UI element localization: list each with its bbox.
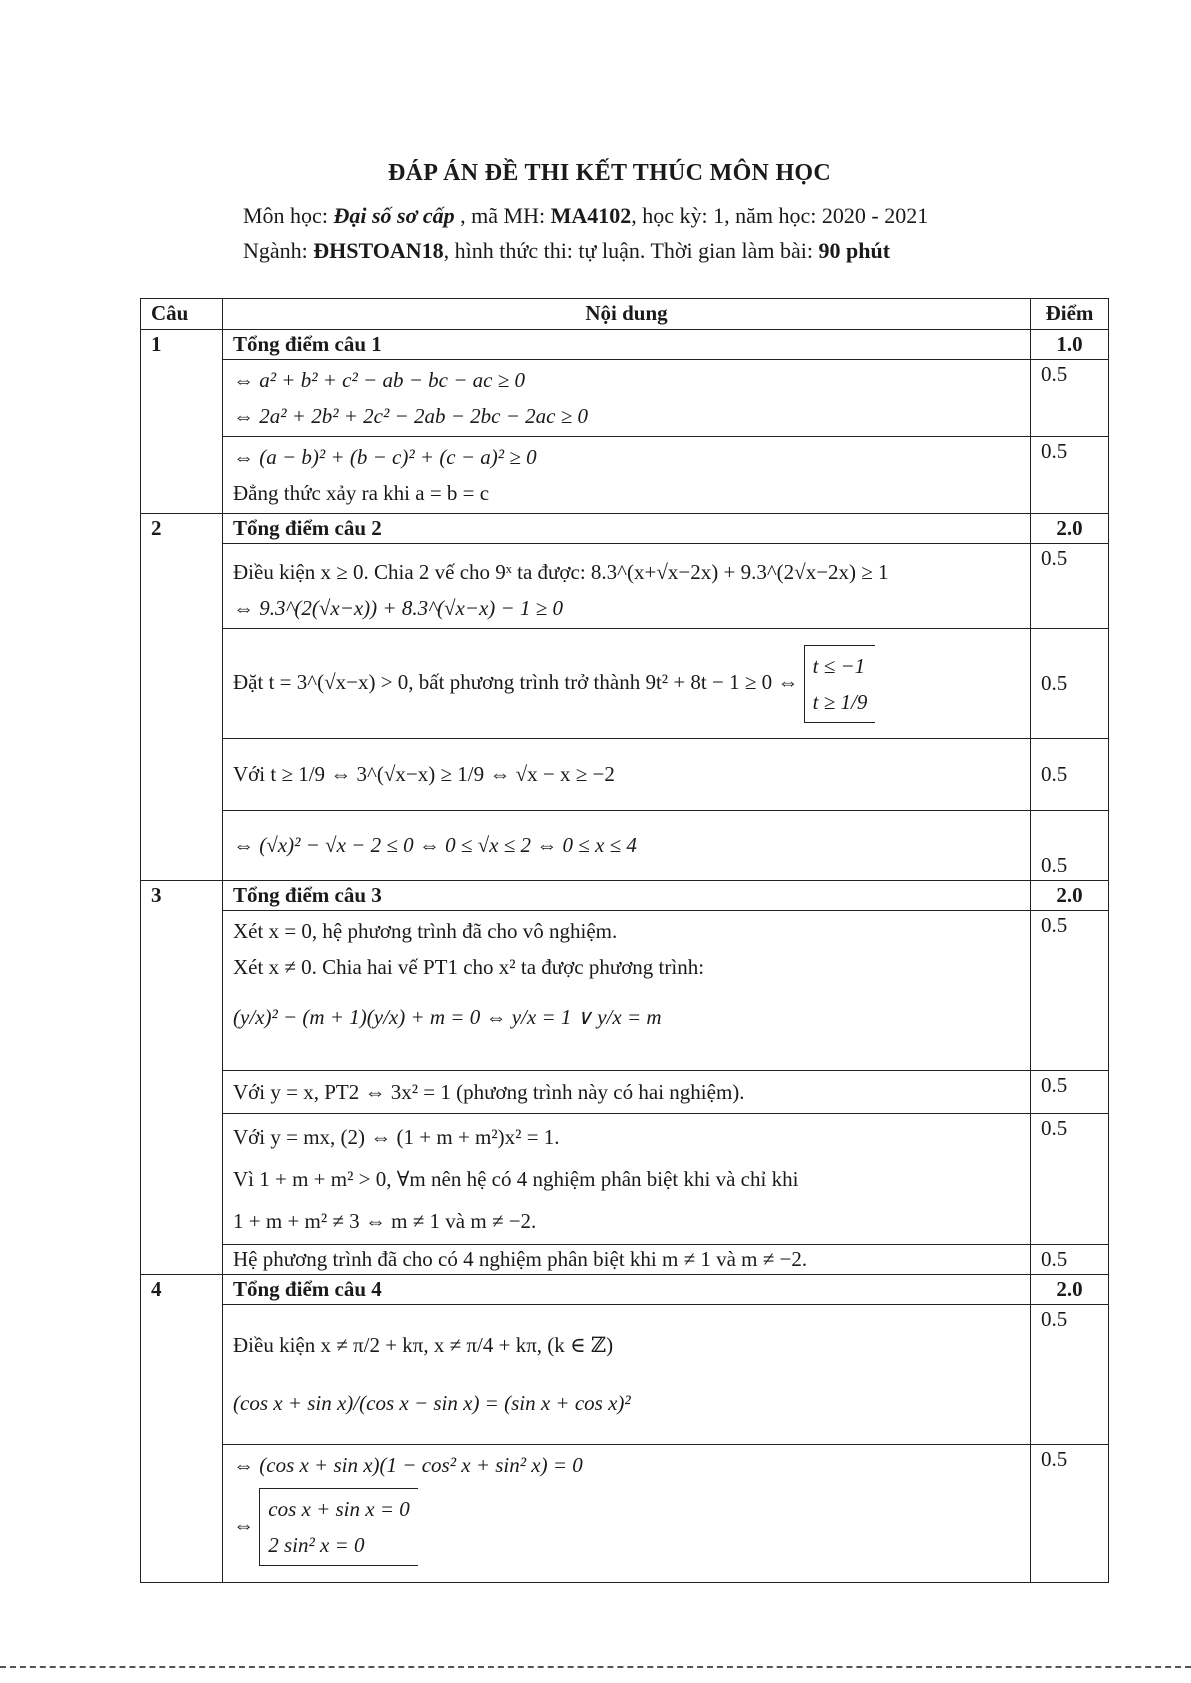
answer-table — [140, 298, 1109, 1583]
q3-total-points: 2.0 — [1031, 881, 1109, 911]
q2-step-4: ⇔ (√x)² − √x − 2 ≤ 0 ⇔ 0 ≤ √x ≤ 2 ⇔ 0 ≤ x ≤ 4 — [223, 811, 1031, 881]
page-bottom-divider — [0, 1666, 1191, 1668]
q3-number: 3 — [141, 881, 223, 911]
q3-step-2: Với y = x, PT2 ⇔ 3x² = 1 (phương trình này có hai nghiệm). — [223, 1071, 1031, 1114]
q3-step-row — [141, 1071, 1109, 1114]
q3-step-1: Xét x = 0, hệ phương trình đã cho vô nghiệm. Xét x ≠ 0. Chia hai vế PT1 cho x² ta được phương trình: (y/x)² − (m + 1)(y/x) + m = 0 ⇔ y/x = 1 ∨ y/x = m — [223, 911, 1031, 1071]
q2-step-1-points: 0.5 — [1031, 544, 1109, 629]
q1-step-2-points: 0.5 — [1031, 437, 1109, 514]
q2-step-2: Đặt t = 3^(√x−x) > 0, bất phương trình trở thành 9t² + 8t − 1 ≥ 0 ⇔ t ≤ −1 t ≥ 1/9 — [223, 629, 1031, 739]
q2-step-row — [141, 544, 1109, 629]
q4-number: 4 — [141, 1275, 223, 1305]
q2-total-points: 2.0 — [1031, 514, 1109, 544]
q2-number: 2 — [141, 514, 223, 544]
q2-step-3-points: 0.5 — [1031, 739, 1109, 811]
q3-step-4-points: 0.5 — [1031, 1245, 1109, 1275]
course-info-line: Môn học: Đại số sơ cấp , mã MH: MA4102, học kỳ: 1, năm học: 2020 - 2021 — [243, 203, 929, 228]
q2-step-1: Điều kiện x ≥ 0. Chia 2 vế cho 9ˣ ta được: 8.3^(x+√x−2x) + 9.3^(2√x−2x) ≥ 1 ⇔ 9.3^(2(√x−x)) + 8.3^(√x−x) − 1 ≥ 0 — [223, 544, 1031, 629]
q2-bracket-system: t ≤ −1 t ≥ 1/9 — [804, 645, 876, 723]
q2-step-row — [141, 811, 1109, 881]
q1-step-1-points: 0.5 — [1031, 360, 1109, 437]
q3-total-row — [141, 881, 1109, 911]
exam-info-line: Ngành: ĐHSTOAN18, hình thức thi: tự luận. Thời gian làm bài: 90 phút — [243, 238, 891, 263]
page-title: ĐÁP ÁN ĐỀ THI KẾT THÚC MÔN HỌC — [387, 160, 832, 186]
q3-conclusion: Hệ phương trình đã cho có 4 nghiệm phân biệt khi m ≠ 1 và m ≠ −2. — [223, 1245, 1031, 1275]
exam-duration: 90 phút — [818, 238, 891, 263]
q1-step-1: ⇔ a² + b² + c² − ab − bc − ac ≥ 0 ⇔ 2a² + 2b² + 2c² − 2ab − 2bc − 2ac ≥ 0 — [223, 360, 1031, 437]
q3-step-3-points: 0.5 — [1031, 1114, 1109, 1245]
col-header-diem: Điểm — [1031, 299, 1109, 330]
q2-total-row — [141, 514, 1109, 544]
q4-bracket-system: cos x + sin x = 0 2 sin² x = 0 — [259, 1488, 417, 1566]
major-code: ĐHSTOAN18 — [313, 238, 444, 263]
subject-name: Đại số sơ cấp — [333, 203, 455, 228]
q1-step-2: ⇔ (a − b)² + (b − c)² + (c − a)² ≥ 0 Đẳng thức xảy ra khi a = b = c — [223, 437, 1031, 514]
col-header-cau: Câu — [141, 299, 223, 330]
q2-step-3: Với t ≥ 1/9 ⇔ 3^(√x−x) ≥ 1/9 ⇔ √x − x ≥ −2 — [223, 739, 1031, 811]
q3-step-1-points: 0.5 — [1031, 911, 1109, 1071]
q4-total-label: Tổng điểm câu 4 — [223, 1275, 1031, 1305]
q2-step-4-points: 0.5 — [1031, 811, 1109, 881]
q2-total-label: Tổng điểm câu 2 — [223, 514, 1031, 544]
q4-step-1-points: 0.5 — [1031, 1305, 1109, 1445]
q4-step-row — [141, 1445, 1109, 1583]
q4-step-row — [141, 1305, 1109, 1445]
q2-step-2-points: 0.5 — [1031, 629, 1109, 739]
q4-step-1: Điều kiện x ≠ π/2 + kπ, x ≠ π/4 + kπ, (k ∈ ℤ) (cos x + sin x)/(cos x − sin x) = (sin x + cos x)² — [223, 1305, 1031, 1445]
col-header-noidung: Nội dung — [223, 299, 1031, 330]
q4-total-points: 2.0 — [1031, 1275, 1109, 1305]
q4-total-row — [141, 1275, 1109, 1305]
q3-step-row — [141, 1245, 1109, 1275]
q3-total-label: Tổng điểm câu 3 — [223, 881, 1031, 911]
q3-step-row — [141, 911, 1109, 1071]
q2-step-row — [141, 739, 1109, 811]
q4-step-2: ⇔ (cos x + sin x)(1 − cos² x + sin² x) = 0 ⇔ cos x + sin x = 0 2 sin² x = 0 — [223, 1445, 1031, 1583]
q3-step-3: Với y = mx, (2) ⇔ (1 + m + m²)x² = 1. Vì 1 + m + m² > 0, ∀m nên hệ có 4 nghiệm phân biệt khi và chỉ khi 1 + m + m² ≠ 3 ⇔ m ≠ 1 và m ≠ −2. — [223, 1114, 1031, 1245]
q3-step-row — [141, 1114, 1109, 1245]
q1-step-row — [141, 360, 1109, 437]
q1-step-row — [141, 437, 1109, 514]
q1-total-row — [141, 330, 1109, 360]
course-code: MA4102 — [550, 203, 632, 228]
q3-step-2-points: 0.5 — [1031, 1071, 1109, 1114]
q1-total-label: Tổng điểm câu 1 — [223, 330, 1031, 360]
q2-step-row — [141, 629, 1109, 739]
q1-number: 1 — [141, 330, 223, 360]
q1-total-points: 1.0 — [1031, 330, 1109, 360]
document-header — [0, 160, 1191, 187]
table-header-row — [141, 299, 1109, 330]
q4-step-2-points: 0.5 — [1031, 1445, 1109, 1583]
